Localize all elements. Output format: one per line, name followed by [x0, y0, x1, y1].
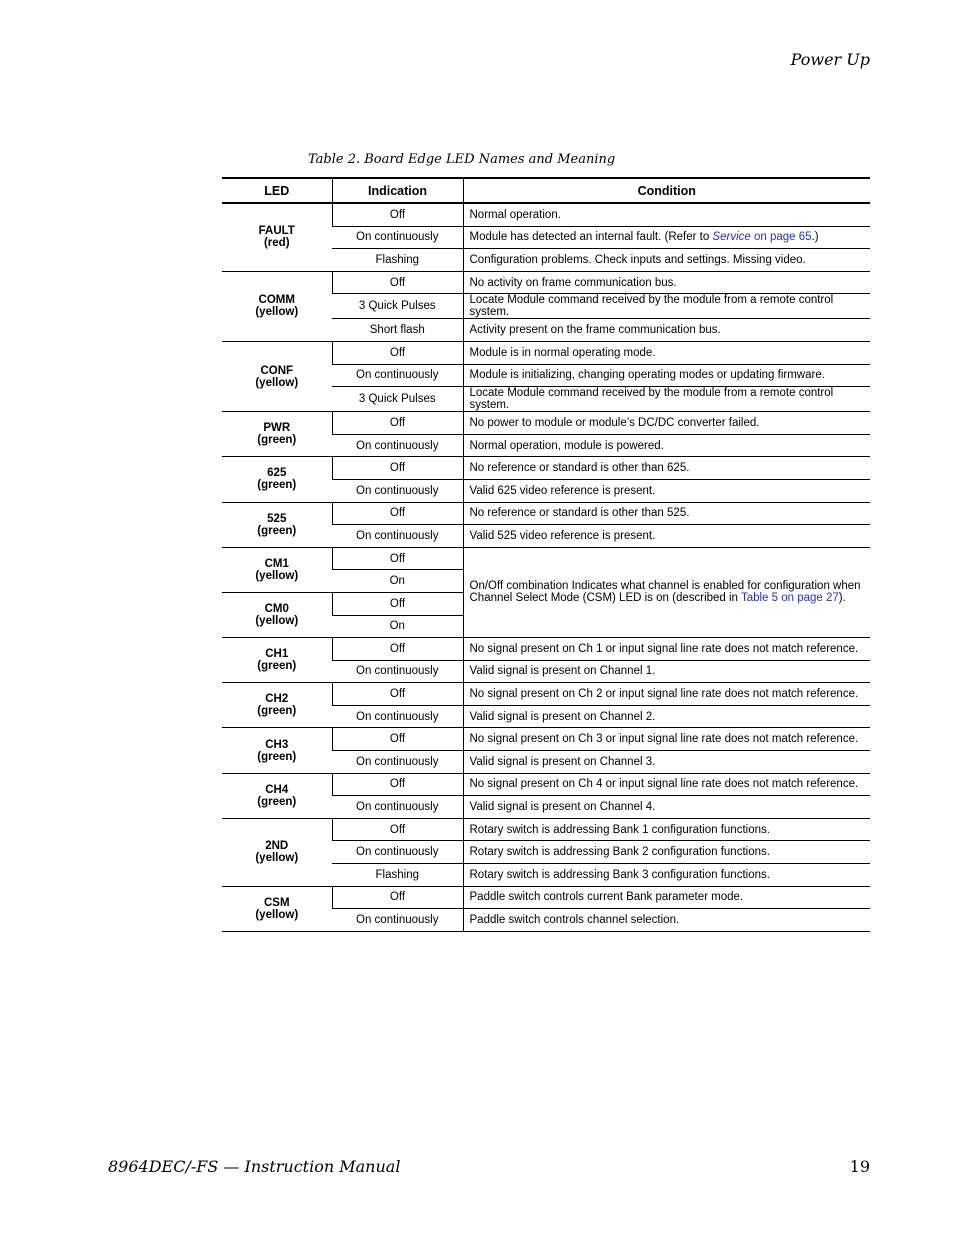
indication-cell: On continuously — [332, 751, 463, 774]
led-name: CH4 — [265, 783, 289, 796]
led-color: (green) — [257, 795, 297, 808]
indication-cell: 3 Quick Pulses — [332, 387, 463, 412]
led-name: CM0 — [264, 603, 289, 615]
condition-cell: Rotary switch is addressing Bank 2 configuration functions. — [463, 841, 870, 864]
indication-cell: Off — [332, 728, 463, 751]
condition-cell: Valid 625 video reference is present. — [463, 479, 870, 502]
led-color: (green) — [257, 705, 297, 718]
footer-page-number: 19 — [849, 1157, 870, 1176]
table-caption: Table 2. Board Edge LED Names and Meaning — [308, 152, 616, 167]
condition-cell: Valid 525 video reference is present. — [463, 525, 870, 548]
condition-cell: Valid signal is present on Channel 2. — [463, 705, 870, 728]
led-color: (green) — [257, 524, 297, 537]
condition-cell-cm — [463, 547, 870, 637]
condition-cell: No activity on frame communication bus. — [463, 271, 870, 294]
led-cell-conf — [222, 341, 332, 411]
led-cell-cm1 — [222, 547, 332, 592]
table-row — [222, 341, 870, 364]
led-color: (yellow) — [255, 376, 299, 389]
led-cell-2nd — [222, 818, 332, 886]
led-color: (yellow) — [255, 852, 299, 865]
indication-cell: On continuously — [332, 434, 463, 457]
table-header-row — [222, 178, 870, 203]
condition-cell: No signal present on Ch 3 or input signal line rate does not match reference. — [463, 728, 870, 751]
condition-cell: No signal present on Ch 2 or input signal line rate does not match reference. — [463, 683, 870, 706]
condition-cell: Valid signal is present on Channel 1. — [463, 660, 870, 683]
indication-cell: On continuously — [332, 479, 463, 502]
led-cell-625 — [222, 457, 332, 502]
indication-cell: On — [332, 615, 463, 638]
table-row — [222, 502, 870, 525]
indication-cell: Off — [332, 886, 463, 909]
led-cell-ch3 — [222, 728, 332, 773]
led-name: 625 — [267, 467, 287, 480]
table5-link[interactable]: Table 5 on page 27 — [740, 592, 839, 605]
condition-cell: Module is in normal operating mode. — [463, 341, 870, 364]
led-color: (yellow) — [255, 615, 299, 627]
led-cell-ch1 — [222, 638, 332, 683]
led-name: CSM — [263, 896, 290, 909]
indication-cell: Off — [332, 271, 463, 294]
header-led: LED — [222, 178, 332, 203]
condition-cell: Module is initializing, changing operating modes or updating firmware. — [463, 364, 870, 387]
indication-cell: Flashing — [332, 249, 463, 272]
indication-cell: Off — [332, 773, 463, 796]
service-page-link[interactable]: on page 65 — [750, 231, 812, 244]
led-color: (green) — [257, 750, 297, 763]
indication-cell: Short flash — [332, 319, 463, 342]
led-cell-ch2 — [222, 683, 332, 728]
table-row — [222, 728, 870, 751]
led-cell-cm0 — [222, 592, 332, 637]
table-row — [222, 457, 870, 480]
condition-cell: Locate Module command received by the module from a remote control system. — [463, 294, 870, 319]
led-name: COMM — [258, 294, 295, 307]
running-header: Power Up — [790, 50, 870, 69]
condition-cell: Normal operation. — [463, 203, 870, 226]
indication-cell: On continuously — [332, 841, 463, 864]
indication-cell: On continuously — [332, 796, 463, 819]
condition-text-end: ). — [838, 592, 846, 605]
condition-text: On/Off combination Indicates what channel is enabled for configuration when Channel Select Mode (CSM) LED is on (described in — [469, 580, 861, 605]
led-cell-525 — [222, 502, 332, 547]
condition-cell: Paddle switch controls channel selection. — [463, 909, 870, 932]
led-cell-comm — [222, 271, 332, 341]
indication-cell: On — [332, 570, 463, 593]
led-name: 525 — [267, 512, 287, 525]
service-link[interactable]: Service — [712, 231, 751, 244]
indication-cell: Off — [332, 592, 463, 615]
indication-cell: On continuously — [332, 705, 463, 728]
led-name: CH2 — [265, 693, 289, 706]
indication-cell: Off — [332, 341, 463, 364]
condition-cell: Configuration problems. Check inputs and settings. Missing video. — [463, 249, 870, 272]
table-row — [222, 683, 870, 706]
indication-cell: Off — [332, 457, 463, 480]
header-condition: Condition — [463, 178, 870, 203]
indication-cell: On continuously — [332, 909, 463, 932]
led-cell-ch4 — [222, 773, 332, 818]
led-cell-csm — [222, 886, 332, 931]
led-name: CONF — [260, 364, 294, 377]
condition-cell: Paddle switch controls current Bank parameter mode. — [463, 886, 870, 909]
indication-cell: Off — [332, 818, 463, 841]
table-row — [222, 412, 870, 435]
led-name: FAULT — [258, 225, 295, 238]
table-row — [222, 773, 870, 796]
indication-cell: Off — [332, 547, 463, 570]
indication-cell: On continuously — [332, 364, 463, 387]
indication-cell: Off — [332, 412, 463, 435]
condition-cell: Activity present on the frame communication bus. — [463, 319, 870, 342]
led-name: CH1 — [265, 648, 289, 661]
indication-cell: On continuously — [332, 226, 463, 249]
indication-cell: 3 Quick Pulses — [332, 294, 463, 319]
table-row — [222, 547, 870, 570]
led-name: 2ND — [265, 840, 289, 853]
led-name: PWR — [263, 422, 291, 435]
condition-cell: Rotary switch is addressing Bank 1 configuration functions. — [463, 818, 870, 841]
table-row — [222, 638, 870, 661]
condition-cell: No signal present on Ch 1 or input signal line rate does not match reference. — [463, 638, 870, 661]
led-color: (yellow) — [255, 569, 299, 582]
condition-cell: No reference or standard is other than 625. — [463, 457, 870, 480]
led-color: (green) — [257, 434, 297, 447]
condition-cell: Locate Module command received by the module from a remote control system. — [463, 387, 870, 412]
led-table — [222, 177, 870, 932]
condition-cell: No power to module or module’s DC/DC converter failed. — [463, 412, 870, 435]
condition-text-end: .) — [811, 231, 819, 244]
table-row — [222, 271, 870, 294]
table-row — [222, 886, 870, 909]
condition-cell: Normal operation, module is powered. — [463, 434, 870, 457]
table-row — [222, 818, 870, 841]
condition-cell: Valid signal is present on Channel 4. — [463, 796, 870, 819]
condition-text: Module has detected an internal fault. (Refer to — [469, 231, 713, 244]
condition-cell: No signal present on Ch 4 or input signal line rate does not match reference. — [463, 773, 870, 796]
led-color: (green) — [257, 660, 297, 673]
led-name: CH3 — [265, 738, 289, 751]
header-indication: Indication — [332, 178, 463, 203]
footer-manual-title: 8964DEC/-FS — Instruction Manual — [108, 1157, 401, 1176]
led-name: CM1 — [264, 557, 289, 570]
indication-cell: Off — [332, 638, 463, 661]
condition-cell: No reference or standard is other than 525. — [463, 502, 870, 525]
condition-cell: Valid signal is present on Channel 3. — [463, 751, 870, 774]
indication-cell: On continuously — [332, 525, 463, 548]
led-cell-pwr — [222, 412, 332, 457]
indication-cell: Off — [332, 683, 463, 706]
table-row — [222, 203, 870, 226]
indication-cell: Off — [332, 502, 463, 525]
condition-cell — [463, 226, 870, 249]
indication-cell: On continuously — [332, 660, 463, 683]
led-color: (yellow) — [255, 908, 299, 921]
led-cell-fault — [222, 203, 332, 271]
led-color: (yellow) — [255, 306, 299, 319]
condition-cell: Rotary switch is addressing Bank 3 configuration functions. — [463, 864, 870, 887]
indication-cell: Flashing — [332, 864, 463, 887]
indication-cell: Off — [332, 203, 463, 226]
led-color: (green) — [257, 479, 297, 492]
led-color: (red) — [263, 237, 290, 250]
